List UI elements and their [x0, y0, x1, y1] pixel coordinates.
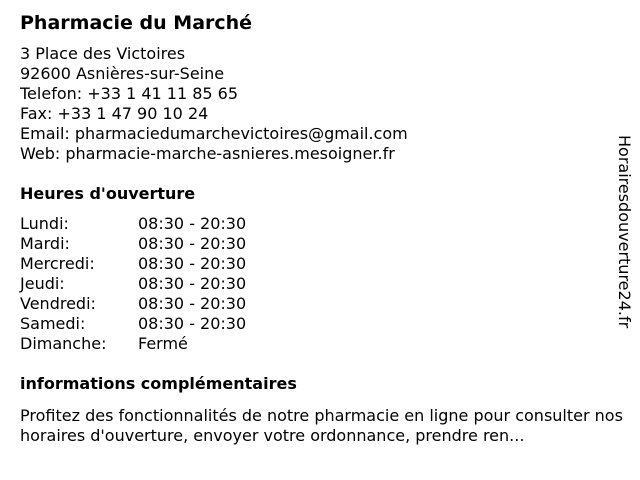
day-label: Samedi: — [20, 314, 86, 333]
hours-row-monday — [20, 214, 246, 234]
day-hours: 08:30 - 20:30 — [138, 274, 247, 293]
day-hours: 08:30 - 20:30 — [138, 254, 247, 273]
day-hours: 08:30 - 20:30 — [138, 234, 247, 253]
site-watermark: Horairesdouverture24.fr — [615, 135, 634, 329]
day-label: Vendredi: — [20, 294, 96, 313]
day-hours: 08:30 - 20:30 — [138, 214, 247, 233]
day-label: Lundi: — [20, 214, 69, 233]
address-line-1: 3 Place des Victoires — [20, 44, 186, 63]
day-hours: 08:30 - 20:30 — [138, 314, 247, 333]
day-label: Mercredi: — [20, 254, 95, 273]
email-line: Email: pharmaciedumarchevictoires@gmail.com — [20, 124, 408, 143]
hours-row-sunday — [20, 334, 246, 354]
web-line: Web: pharmacie-marche-asnieres.mesoigner.fr — [20, 144, 395, 163]
day-label: Dimanche: — [20, 334, 107, 353]
opening-hours-heading: Heures d'ouverture — [20, 184, 196, 203]
phone-line: Telefon: +33 1 41 11 85 65 — [20, 84, 239, 103]
hours-row-friday — [20, 294, 246, 314]
hours-row-thursday — [20, 274, 246, 294]
day-label: Mardi: — [20, 234, 70, 253]
hours-row-wednesday — [20, 254, 246, 274]
address-line-2: 92600 Asnières-sur-Seine — [20, 64, 225, 83]
day-hours: Fermé — [138, 334, 188, 353]
additional-info-text: Profitez des fonctionnalités de notre pharmacie en ligne pour consulter nos horaires d'ouverture, envoyer votre ordonnance, prendre ren... — [20, 406, 623, 445]
day-label: Jeudi: — [20, 274, 65, 293]
opening-hours-table — [20, 214, 246, 354]
additional-info-heading: informations complémentaires — [20, 374, 297, 393]
pharmacy-name: Pharmacie du Marché — [20, 12, 253, 34]
hours-row-saturday — [20, 314, 246, 334]
fax-line: Fax: +33 1 47 90 10 24 — [20, 104, 209, 123]
hours-row-tuesday — [20, 234, 246, 254]
pharmacy-card — [20, 10, 623, 446]
day-hours: 08:30 - 20:30 — [138, 294, 247, 313]
